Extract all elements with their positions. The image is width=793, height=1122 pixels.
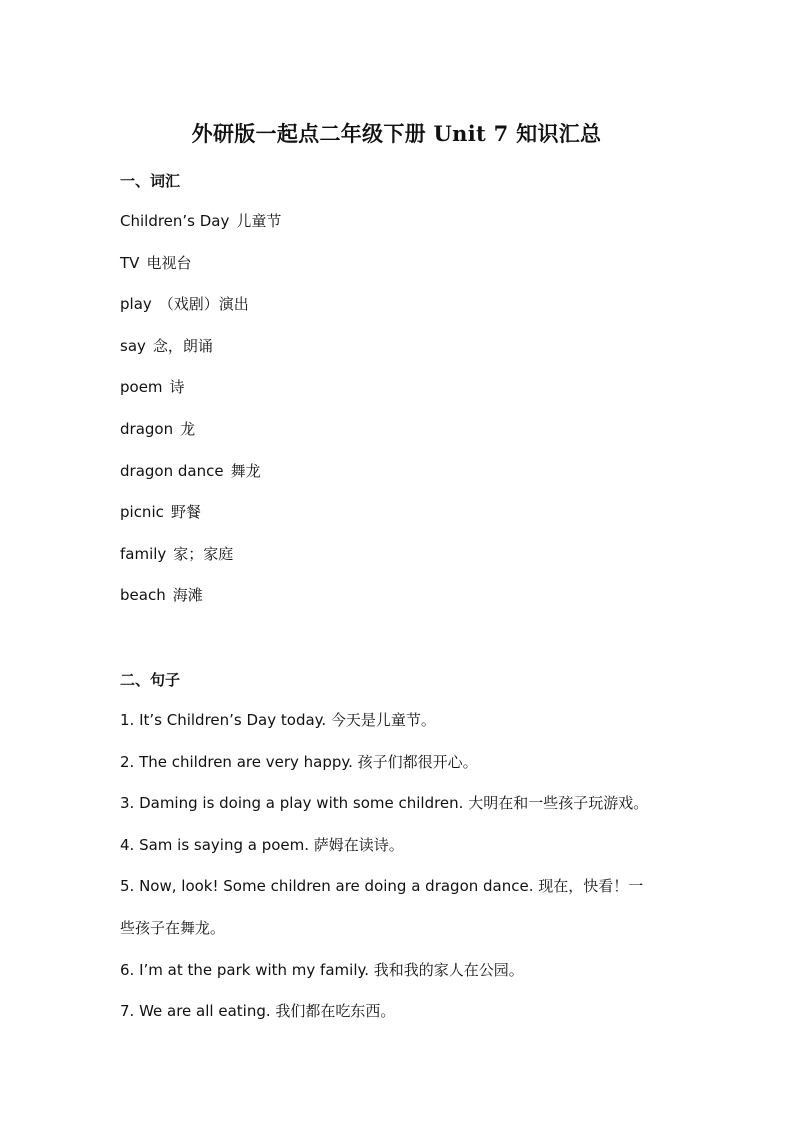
vocabulary-item [120,336,213,356]
vocabulary-english: family [120,544,167,563]
vocabulary-english: Children’s Day [120,212,230,230]
vocabulary-item [120,461,261,481]
vocabulary-item [120,419,195,439]
vocabulary-chinese: 野餐 [170,503,201,522]
vocabulary-item [120,211,281,231]
vocabulary-english: play [120,295,152,314]
vocabulary-heading: 一、词汇 [120,172,181,190]
vocabulary-english: TV [120,253,140,272]
vocabulary-english: say [120,336,146,355]
sentence-line: 2. The children are very happy. 孩子们都很开心。 [120,752,478,771]
vocabulary-item [120,585,203,605]
sentence-line: 5. Now, look! Some children are doing a dragon dance. 现在，快看！一 [120,877,644,896]
vocabulary-chinese: 念，朗诵 [152,336,213,355]
vocabulary-english: dragon [120,420,174,438]
vocabulary-item [120,377,185,397]
sentence-line: 3. Daming is doing a play with some children. 大明在和一些孩子玩游戏。 [120,794,649,813]
vocabulary-chinese: 儿童节 [236,212,282,230]
vocabulary-english: poem [120,378,163,397]
sentence-line: 1. It’s Children’s Day today. 今天是儿童节。 [120,711,436,729]
sentence-line: 4. Sam is saying a poem. 萨姆在读诗。 [120,835,404,854]
vocabulary-english: beach [120,586,166,605]
vocabulary-item [120,294,249,314]
vocabulary-item [120,544,233,564]
sentence-line: 些孩子在舞龙。 [120,919,226,937]
vocabulary-chinese: 家；家庭 [173,544,234,563]
vocabulary-chinese: 龙 [180,420,196,438]
document-title: 外研版一起点二年级下册 Unit 7 知识汇总 [191,121,602,146]
vocabulary-chinese: 舞龙 [230,461,261,480]
vocabulary-english: picnic [120,503,164,522]
vocabulary-chinese: （戏剧）演出 [158,295,249,314]
vocabulary-item [120,253,191,273]
vocabulary-chinese: 海滩 [172,586,203,605]
sentence-line: 6. I’m at the park with my family. 我和我的家人在公园。 [120,960,524,979]
vocabulary-chinese: 电视台 [146,253,192,272]
vocabulary-english: dragon dance [120,461,224,480]
vocabulary-item [120,502,201,522]
sentences-heading: 二、句子 [120,671,181,689]
vocabulary-chinese: 诗 [169,378,185,397]
sentence-line: 7. We are all eating. 我们都在吃东西。 [120,1002,396,1021]
